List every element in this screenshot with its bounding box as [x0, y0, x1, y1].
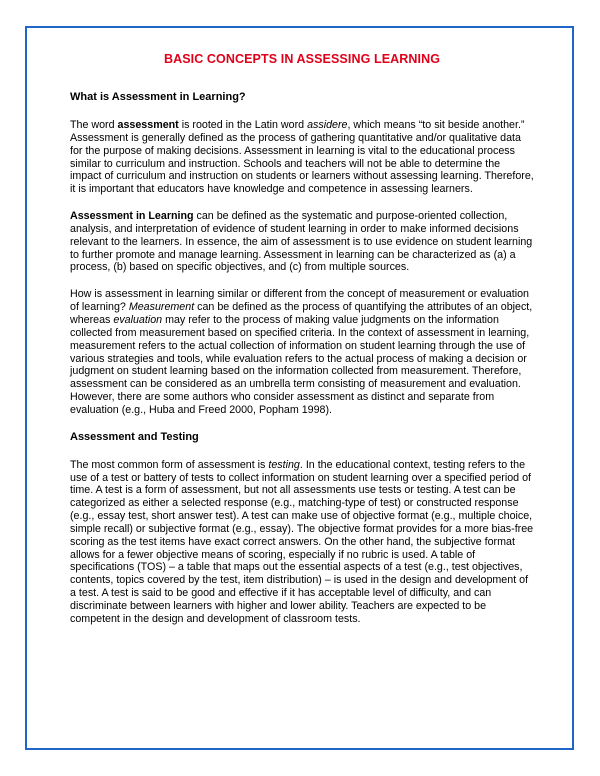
italic-term-measurement: Measurement [128, 301, 195, 314]
italic-term-evaluation: evaluation [113, 313, 163, 326]
paragraph-assessment-in-learning [70, 210, 534, 274]
document-title: BASIC CONCEPTS IN ASSESSING LEARNING [163, 52, 441, 66]
document-content [70, 52, 534, 640]
paragraph-assessment-definition [70, 119, 534, 196]
text-run: can be defined as the systematic and purpose-oriented collection, analysis, and interpretation of evidence of student learning in order to make informed decisions relevant to the learners. In essence, the aim of assessment is to use evidence on student learning to further promote and manage learning. Assessment in learning can be characterized as (a) a process, (b) based on specific objectives, and (c) from multiple sources. [70, 210, 533, 274]
italic-term-assidere: assidere [307, 119, 348, 131]
italic-term-testing: testing [268, 458, 300, 471]
paragraph-measurement-evaluation [70, 288, 534, 416]
text-run: can be defined as the process of quantifying the attributes of an object, whereas [70, 301, 533, 326]
text-run: may refer to the process of making value judgments on the information collected from measurement based on specified criteria. In the context of assessment in learning, measurement refers to the actual collection of information on student learning through the use of various strategies and tools, while evaluation refers to the actual process of making a decision or judgment on student learning based on the information collected from measurement. Therefore, assessment can be considered as an umbrella term consisting of measurement and evaluation. However, there are some authors who consider assessment as distinct and separate from evaluation (e.g., Huba and Freed 2000, Popham 1998). [70, 313, 530, 416]
section-heading-assessment-and-testing: Assessment and Testing [70, 430, 199, 443]
text-run: . In the educational context, testing refers to the use of a test or battery of tests to collect information on student learning over a specified period of time. A test is a form of assessment, but not all assessments use tests or testing. A test can be categorized as either a selected response (e.g., matching-type of test) or constructed response (e.g., essay test, short answer test). A test can make use of objective format (e.g., multiple choice, simple recall) or subjective format (e.g., essay). The objective format provides for a more bias-free scoring as the test items have exact correct answers. On the other hand, the subjective format allows for a fewer objective means of scoring, especially if no rubric is used. A table of specifications (TOS) – a table that maps out the essential aspects of a test (e.g., test objectives, contents, topics covered by the test, item distribution) – is used in the design and development of a test. A test is said to be good and effective if it has acceptable level of difficulty, and can discriminate between learners with higher and lower ability. Teachers are expected to be competent in the design and development of classroom tests. [70, 458, 534, 625]
bold-term-assessment: assessment [117, 119, 179, 131]
text-run: The most common form of assessment is [70, 458, 269, 471]
text-run: The word [70, 119, 118, 131]
bold-term-assessment-in-learning: Assessment in Learning [70, 210, 194, 223]
text-run: , which means “to sit beside another.” Assessment is generally defined as the process of gathering quantitative and/or qualitative data for the purpose of making decisions. Assessment in learning is vital to the educational process similar to curriculum and instruction. Schools and teachers will not be able to determine the impact of curriculum and instruction on students or learners without assessing learning. Therefore, it is important that educators have knowledge and competence in assessing learners. [70, 119, 534, 196]
section-heading-what-is-assessment: What is Assessment in Learning? [70, 91, 246, 103]
text-run: is rooted in the Latin word [178, 119, 308, 131]
text-run: How is assessment in learning similar or different from the concept of measurement or evaluation of learning? [70, 288, 529, 314]
paragraph-testing [70, 459, 534, 626]
